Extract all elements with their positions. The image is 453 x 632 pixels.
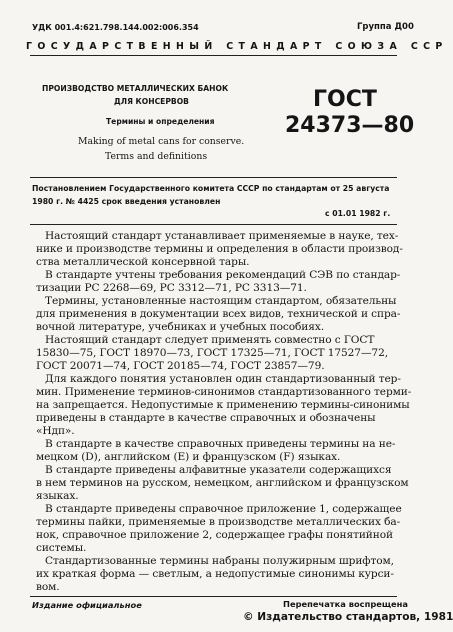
body-line: нок, справочное приложение 2, содержащее графы понятийной	[36, 529, 393, 541]
body-line: В стандарте приведены справочное приложение 1, содержащее	[45, 503, 402, 515]
body-line: ГОСТ 20071—74, ГОСТ 20185—74, ГОСТ 23857—79.	[36, 360, 325, 372]
title-en: Making of metal cans for conserve.	[78, 136, 245, 147]
body-line: ства металлической консервной тары.	[36, 256, 250, 268]
udk-code: УДК 001.4:621.798.144.002:006.354	[32, 23, 199, 32]
body-line: В стандарте в качестве справочных приведены термины на не-	[45, 438, 396, 450]
body-line: их краткая форма — светлым, а недопустимые синонимы курси-	[36, 568, 394, 580]
body-line: В стандарте учтены требования рекомендаций СЭВ по стандар-	[45, 269, 401, 281]
body-line: вочной литературе, учебниках и учебных пособиях.	[36, 321, 324, 333]
body-line: вом.	[36, 581, 60, 593]
body-line: «Ндп».	[36, 425, 75, 437]
publisher-copyright: © Издательство стандартов, 1981	[243, 611, 453, 623]
group-code: Группа Д00	[357, 22, 414, 32]
body-line: Стандартизованные термины набраны полужирным шрифтом,	[45, 555, 394, 567]
title-ru-line2: ДЛЯ КОНСЕРВОВ	[114, 97, 189, 106]
reprint-notice: Перепечатка воспрещена	[283, 599, 409, 609]
decree-line2: 1980 г. № 4425 срок введения установлен	[32, 197, 221, 206]
body-line: на запрещается. Недопустимые к применению термины-синонимы	[36, 399, 410, 411]
footer-rule	[30, 596, 397, 597]
body-line: 15830—75, ГОСТ 18970—73, ГОСТ 17325—71, ГОСТ 17527—72,	[36, 347, 388, 359]
decree-date: с 01.01 1982 г.	[325, 209, 391, 218]
body-line: в нем терминов на русском, немецком, английском и французском	[36, 477, 409, 489]
decree-line1: Постановлением Государственного комитета СССР по стандартам от 25 августа	[32, 184, 390, 193]
body-line: Настоящий стандарт следует применять совместно с ГОСТ	[45, 334, 375, 346]
title-rule	[30, 177, 397, 178]
body-line: Настоящий стандарт устанавливает применяемые в науке, тех-	[45, 230, 399, 242]
body-line: мецком (D), английском (E) и французском (F) языках.	[36, 451, 341, 463]
body-line: Термины, установленные настоящим стандартом, обязательны	[45, 295, 397, 307]
gost-number: 24373—80	[285, 113, 415, 138]
body-line: тизации РС 2268—69, РС 3312—71, РС 3313—71.	[36, 282, 307, 294]
body-line: для применения в документации всех видов, технической и спра-	[36, 308, 401, 320]
header-rule	[30, 55, 397, 56]
body-line: языках.	[36, 490, 79, 502]
body-line: нике и производстве термины и определения в области производ-	[36, 243, 403, 255]
title-ru-line1: ПРОИЗВОДСТВО МЕТАЛЛИЧЕСКИХ БАНОК	[42, 84, 229, 93]
body-line: термины пайки, применяемые в производстве металлических ба-	[36, 516, 401, 528]
body-line: системы.	[36, 542, 87, 554]
body-line: мин. Применение терминов-синонимов стандартизованного терми-	[36, 386, 412, 398]
body-line: В стандарте приведены алфавитные указатели содержащихся	[45, 464, 392, 476]
decree-rule	[30, 224, 397, 225]
body-line: приведены в стандарте в качестве справочных и обозначены	[36, 412, 376, 424]
body-line: Для каждого понятия установлен один стандартизованный тер-	[45, 373, 401, 385]
official-edition: Издание официальное	[32, 600, 142, 610]
subtitle-ru: Термины и определения	[106, 117, 215, 126]
gost-label: ГОСТ	[313, 87, 377, 112]
standard-banner: ГОСУДАРСТВЕННЫЙ СТАНДАРТ СОЮЗА ССР	[26, 41, 448, 52]
subtitle-en: Terms and definitions	[105, 151, 208, 162]
